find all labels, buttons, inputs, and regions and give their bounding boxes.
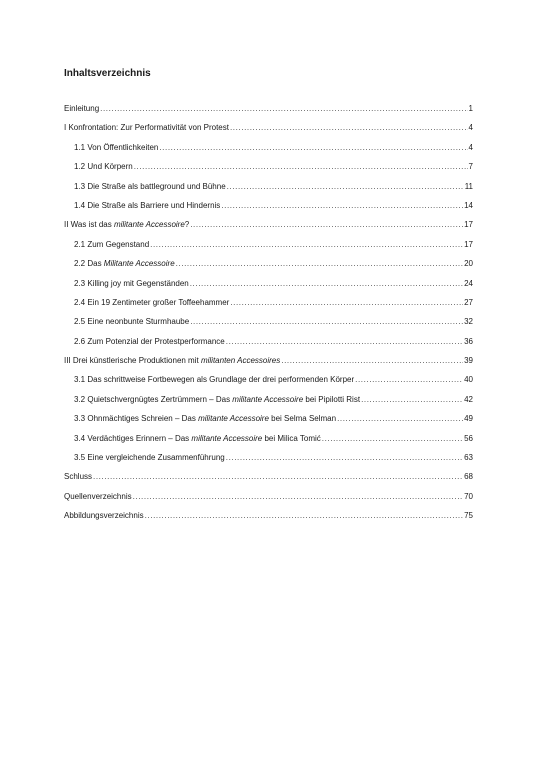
toc-entry-title <box>64 492 132 502</box>
toc-entry-title <box>64 104 99 114</box>
toc-entry-title-text: bei Pipilotti Rist <box>303 394 361 404</box>
toc-entry-title-text: 2.2 Das <box>74 259 104 269</box>
table-of-contents <box>64 104 473 531</box>
toc-entry[interactable] <box>64 104 473 123</box>
toc-entry-title-text: 2.5 Eine neonbunte Sturmhaube <box>74 317 190 327</box>
toc-entry-title-text: I Konfrontation: Zur Performativität von Protest <box>64 123 229 133</box>
dot-leader <box>176 259 463 269</box>
toc-entry-page-number: 20 <box>464 259 473 269</box>
toc-entry-title-emphasis: militante Accessoire <box>198 414 269 424</box>
toc-entry[interactable] <box>64 123 473 142</box>
toc-entry[interactable] <box>64 511 473 530</box>
toc-entry-title-emphasis: militante Accessoire <box>232 394 304 404</box>
toc-entry[interactable] <box>64 201 473 220</box>
toc-entry-title-text: 1.4 Die Straße als Barriere und Hindernis <box>74 200 221 210</box>
toc-entry-title-text: 2.3 Killing joy mit Gegenständen <box>74 278 189 288</box>
toc-entry-page-number: 24 <box>464 278 473 288</box>
toc-entry-page-number: 17 <box>464 239 473 249</box>
toc-entry-page-number: 4 <box>468 123 473 133</box>
toc-entry-title-emphasis: militante Accessoire <box>113 220 185 230</box>
dot-leader <box>190 317 463 327</box>
toc-entry-title-text: bei Selma Selman <box>268 414 337 424</box>
toc-entry[interactable] <box>64 356 473 375</box>
dot-leader <box>145 511 463 521</box>
dot-leader <box>159 143 467 153</box>
toc-entry[interactable] <box>64 337 473 356</box>
dot-leader <box>226 337 463 347</box>
toc-entry-title-text: 1.1 Von Öffentlichkeiten <box>74 142 159 152</box>
toc-entry[interactable] <box>64 453 473 472</box>
toc-entry-title <box>64 472 92 482</box>
toc-entry-title-text: bei Milica Tomić <box>262 433 321 443</box>
toc-entry-title <box>74 317 189 327</box>
toc-entry-page-number: 40 <box>464 375 473 385</box>
dot-leader <box>190 279 463 289</box>
toc-entry[interactable] <box>64 220 473 239</box>
toc-entry-title-text: 3.3 Ohnmächtiges Schreien – Das <box>74 414 199 424</box>
toc-entry-title <box>74 395 360 405</box>
toc-entry-title <box>74 298 229 308</box>
toc-entry-title <box>74 414 336 424</box>
dot-leader <box>230 123 468 133</box>
toc-entry-page-number: 1 <box>468 104 473 113</box>
toc-entry-title-text: 2.4 Ein 19 Zentimeter großer Toffeehammer <box>74 297 230 307</box>
toc-entry[interactable] <box>64 472 473 491</box>
dot-leader <box>322 434 463 444</box>
toc-entry-title-text: 3.1 Das schrittweise Fortbewegen als Grundlage der drei performenden Körper <box>74 375 355 385</box>
toc-entry-title <box>74 240 149 250</box>
toc-entry-title-emphasis: Militante Accessoire <box>103 259 175 269</box>
toc-entry-title-text: 2.6 Zum Potenzial der Protestperformance <box>74 336 225 346</box>
toc-entry-title-text: Abbildungsverzeichnis <box>64 511 144 521</box>
toc-entry[interactable] <box>64 182 473 201</box>
toc-entry-title <box>64 356 280 366</box>
toc-entry-page-number: 14 <box>464 200 473 210</box>
dot-leader <box>93 472 463 482</box>
toc-entry-title <box>74 259 175 269</box>
toc-entry-page-number: 49 <box>464 414 473 424</box>
toc-entry-page-number: 4 <box>468 142 473 152</box>
toc-entry-page-number: 11 <box>464 181 473 191</box>
toc-entry-title <box>74 375 354 385</box>
toc-entry[interactable] <box>64 434 473 453</box>
dot-leader <box>337 414 463 424</box>
toc-entry-title-text: 1.2 Und Körpern <box>74 162 133 172</box>
toc-entry-title-text: Quellenverzeichnis <box>64 491 132 501</box>
dot-leader <box>281 356 463 366</box>
toc-entry-title-text: ? <box>184 220 190 230</box>
page-title: Inhaltsverzeichnis <box>64 68 151 79</box>
toc-entry[interactable] <box>64 240 473 259</box>
toc-entry[interactable] <box>64 259 473 278</box>
toc-entry-page-number: 27 <box>464 297 473 307</box>
toc-entry[interactable] <box>64 414 473 433</box>
dot-leader <box>150 240 463 250</box>
toc-entry[interactable] <box>64 162 473 181</box>
toc-entry-title <box>64 123 229 133</box>
toc-entry-page-number: 68 <box>464 472 473 482</box>
toc-entry-title <box>64 220 189 230</box>
toc-entry-page-number: 63 <box>464 453 473 463</box>
toc-entry-page-number: 17 <box>464 220 473 230</box>
toc-entry-title <box>74 434 321 444</box>
dot-leader <box>230 298 463 308</box>
toc-entry-title <box>74 279 189 289</box>
toc-entry-title-text: 2.1 Zum Gegenstand <box>74 239 150 249</box>
toc-entry-title <box>74 182 226 192</box>
toc-entry[interactable] <box>64 375 473 394</box>
toc-entry[interactable] <box>64 492 473 511</box>
toc-entry-page-number: 56 <box>464 433 473 443</box>
dot-leader <box>361 395 463 405</box>
toc-entry-title-emphasis: militante Accessoire <box>191 433 263 443</box>
toc-entry-title <box>74 162 133 172</box>
toc-entry[interactable] <box>64 317 473 336</box>
toc-entry-page-number: 70 <box>464 491 473 501</box>
toc-entry-page-number: 75 <box>464 511 473 521</box>
toc-entry[interactable] <box>64 298 473 317</box>
toc-entry-title <box>74 201 220 211</box>
toc-entry[interactable] <box>64 395 473 414</box>
dot-leader <box>221 201 463 211</box>
dot-leader <box>227 182 464 192</box>
toc-entry[interactable] <box>64 143 473 162</box>
toc-entry[interactable] <box>64 279 473 298</box>
toc-entry-title-text: III Drei künstlerische Produktionen mit <box>64 356 201 366</box>
toc-entry-title-text: II Was ist das <box>64 220 114 230</box>
dot-leader <box>134 162 468 172</box>
toc-entry-title-text: 3.5 Eine vergleichende Zusammenführung <box>74 453 225 463</box>
toc-entry-title-text: Einleitung <box>64 104 100 113</box>
dot-leader <box>100 104 467 114</box>
toc-entry-page-number: 7 <box>468 162 473 172</box>
dot-leader <box>226 453 463 463</box>
toc-entry-title <box>64 511 144 521</box>
toc-entry-title <box>74 337 225 347</box>
toc-entry-title-text: Schluss <box>64 472 93 482</box>
toc-entry-title-text: 1.3 Die Straße als battleground und Bühne <box>74 181 226 191</box>
dot-leader <box>133 492 464 502</box>
toc-entry-title <box>74 453 225 463</box>
toc-entry-page-number: 36 <box>464 336 473 346</box>
toc-entry-page-number: 39 <box>464 356 473 366</box>
dot-leader <box>190 220 463 230</box>
toc-entry-title-text: 3.4 Verdächtiges Erinnern – Das <box>74 433 192 443</box>
dot-leader <box>355 375 463 385</box>
toc-entry-page-number: 42 <box>464 394 473 404</box>
toc-entry-title <box>74 143 158 153</box>
toc-entry-title-text: 3.2 Quietschvergnügtes Zertrümmern – Das <box>74 394 233 404</box>
toc-entry-page-number: 32 <box>464 317 473 327</box>
toc-entry-title-emphasis: militanten Accessoires <box>200 356 281 366</box>
